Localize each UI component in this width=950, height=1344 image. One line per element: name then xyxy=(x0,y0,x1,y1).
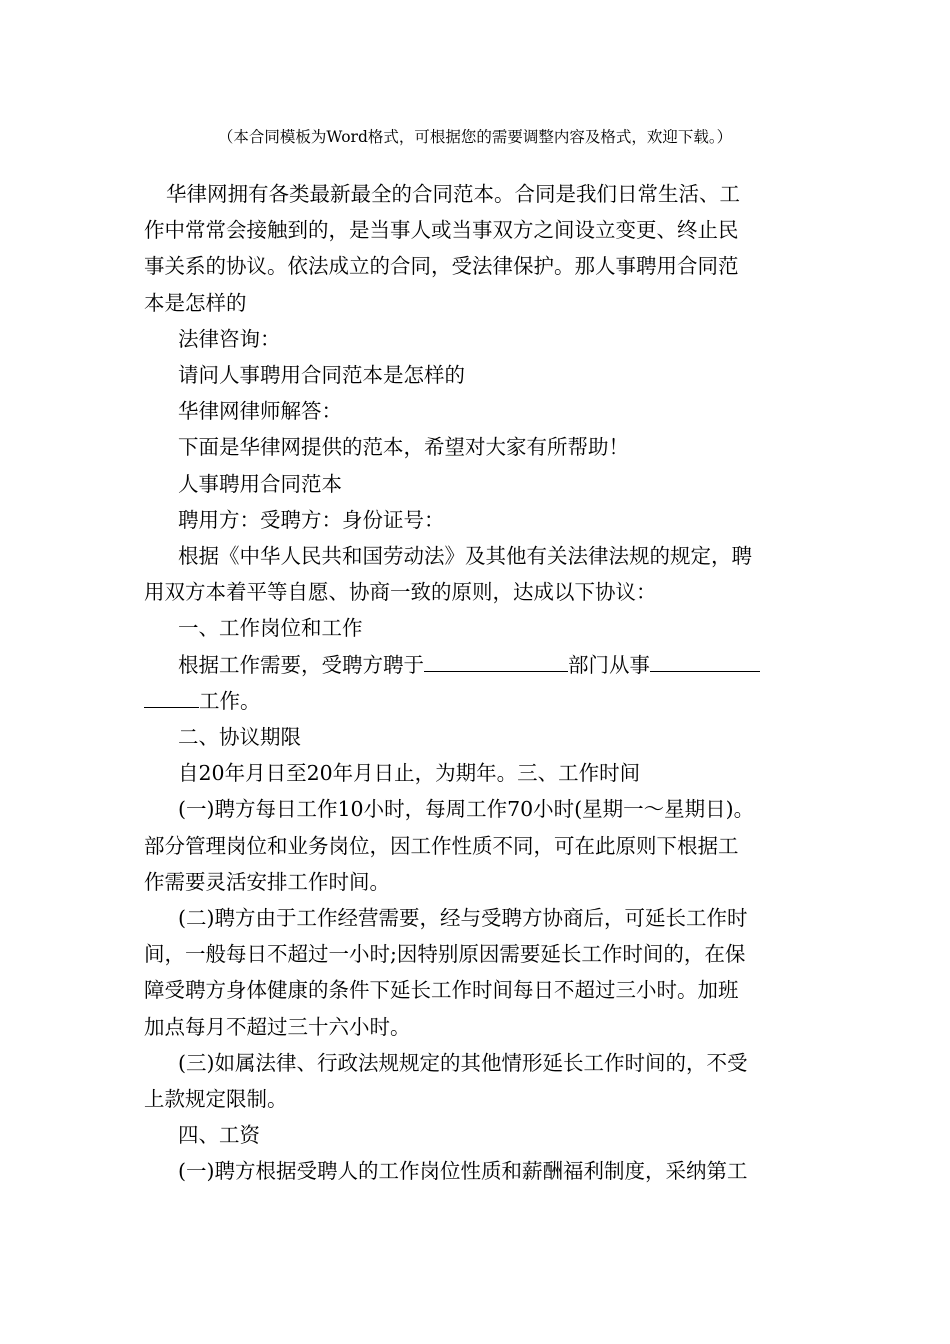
section4-item1-line: (一)聘方根据受聘人的工作岗位性质和薪酬福利制度，采纳第工 xyxy=(178,1159,748,1184)
section3-item1-line: (一)聘方每日工作10小时，每周工作70小时(星期一～星期日)。 xyxy=(178,797,755,822)
section3-item2-line: (二)聘方由于工作经营需要，经与受聘方协商后，可延长工作时 xyxy=(178,906,748,931)
consult-label: 法律咨询： xyxy=(178,326,281,351)
section3-item2-line: 间，一般每日不超过一小时;因特别原因需要延长工作时间的，在保 xyxy=(144,942,746,967)
section4-item1 xyxy=(144,1153,809,1189)
section3-item2-line: 障受聘方身体健康的条件下延长工作时间每日不超过三小时。加班 xyxy=(144,978,739,1003)
intro-line: 作中常常会接触到的，是当事人或当事双方之间设立变更、终止民 xyxy=(144,218,739,243)
section3-item3-line: (三)如属法律、行政法规规定的其他情形延长工作时间的，不受 xyxy=(178,1050,748,1075)
section3-item2-line: 加点每月不超过三十六小时。 xyxy=(144,1014,411,1039)
section1-text-c: 工作。 xyxy=(199,688,261,713)
intro-line: 事关系的协议。依法成立的合同，受法律保护。那人事聘用合同范 xyxy=(144,254,739,279)
section4-title: 四、工资 xyxy=(178,1123,260,1148)
section1-line xyxy=(144,683,809,719)
answer-label: 华律网律师解答： xyxy=(178,399,342,424)
contract-title: 人事聘用合同范本 xyxy=(178,471,342,496)
basis-paragraph xyxy=(144,538,809,610)
job-blank-continued xyxy=(144,687,199,708)
job-blank xyxy=(650,651,760,672)
section3-item2 xyxy=(144,900,809,1045)
department-blank xyxy=(424,651,568,672)
section3-item1 xyxy=(144,791,809,900)
section1-paragraph xyxy=(144,647,809,719)
section3-item1-line: 作需要灵活安排工作时间。 xyxy=(144,869,390,894)
parties-line: 聘用方：受聘方：身份证号： xyxy=(178,507,445,532)
section3-item1-line: 部分管理岗位和业务岗位，因工作性质不同，可在此原则下根据工 xyxy=(144,833,739,858)
intro-line: 本是怎样的 xyxy=(144,290,247,315)
intro-line: 华律网拥有各类最新最全的合同范本。合同是我们日常生活、工 xyxy=(166,182,740,206)
section2-text: 自20年月日至20年月日止，为期年。三、工作时间 xyxy=(178,761,641,786)
section1-text-a: 根据工作需要，受聘方聘于 xyxy=(178,652,424,677)
question-text: 请问人事聘用合同范本是怎样的 xyxy=(178,363,465,388)
answer-text: 下面是华律网提供的范本，希望对大家有所帮助！ xyxy=(178,435,629,460)
section1-line xyxy=(144,647,809,683)
intro-paragraph xyxy=(144,176,809,321)
basis-line: 根据《中华人民共和国劳动法》及其他有关法律法规的规定，聘 xyxy=(178,544,752,569)
section2-title: 二、协议期限 xyxy=(178,725,301,750)
section3-item3 xyxy=(144,1045,809,1117)
section1-text-b: 部门从事 xyxy=(568,652,650,677)
basis-line: 用双方本着平等自愿、协商一致的原则，达成以下协议： xyxy=(144,580,657,605)
document-body xyxy=(144,176,809,1190)
section1-title: 一、工作岗位和工作 xyxy=(178,616,363,641)
template-note: （本合同模板为Word格式，可根据您的需要调整内容及格式，欢迎下载。） xyxy=(217,128,733,146)
section3-item3-line: 上款规定限制。 xyxy=(144,1087,288,1112)
